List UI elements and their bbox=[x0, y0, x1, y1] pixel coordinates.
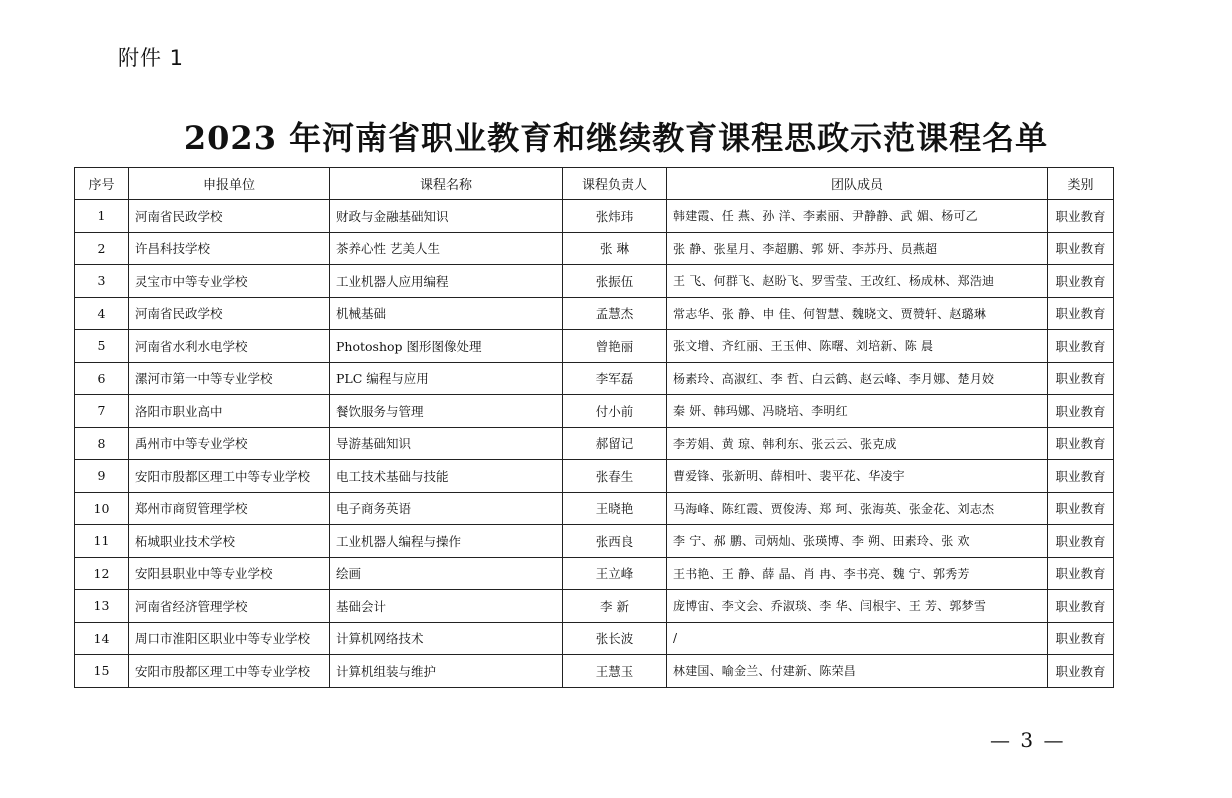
cell-unit: 许昌科技学校 bbox=[129, 232, 330, 265]
cell-lead: 孟慧杰 bbox=[563, 297, 667, 330]
cell-team: 常志华、张 静、申 佳、何智慧、魏晓文、贾赞轩、赵璐琳 bbox=[667, 297, 1048, 330]
page-title: 2023 年河南省职业教育和继续教育课程思政示范课程名单 bbox=[183, 119, 1049, 157]
cell-team: 张 静、张星月、李超鹏、郭 妍、李苏丹、员燕超 bbox=[667, 232, 1048, 265]
cell-category: 职业教育 bbox=[1048, 232, 1114, 265]
cell-unit: 禹州市中等专业学校 bbox=[129, 427, 330, 460]
table-row bbox=[75, 460, 1114, 493]
cell-course: 机械基础 bbox=[330, 297, 563, 330]
cell-lead: 张 琳 bbox=[563, 232, 667, 265]
cell-category: 职业教育 bbox=[1048, 297, 1114, 330]
header-no: 序号 bbox=[75, 168, 129, 200]
table-row bbox=[75, 297, 1114, 330]
header-course: 课程名称 bbox=[330, 168, 563, 200]
cell-unit: 洛阳市职业高中 bbox=[129, 395, 330, 428]
cell-lead: 张春生 bbox=[563, 460, 667, 493]
cell-team: 庞博宙、李文会、乔淑琰、李 华、闫根宇、王 芳、郭梦雪 bbox=[667, 590, 1048, 623]
cell-course: Photoshop 图形图像处理 bbox=[330, 330, 563, 363]
cell-lead: 王立峰 bbox=[563, 557, 667, 590]
cell-no: 9 bbox=[75, 460, 129, 493]
cell-lead: 张炜玮 bbox=[563, 200, 667, 233]
cell-course: 工业机器人编程与操作 bbox=[330, 525, 563, 558]
cell-no: 14 bbox=[75, 622, 129, 655]
cell-category: 职业教育 bbox=[1048, 427, 1114, 460]
cell-course: 电工技术基础与技能 bbox=[330, 460, 563, 493]
table-row bbox=[75, 525, 1114, 558]
table-row bbox=[75, 362, 1114, 395]
cell-lead: 付小前 bbox=[563, 395, 667, 428]
cell-unit: 河南省经济管理学校 bbox=[129, 590, 330, 623]
cell-no: 5 bbox=[75, 330, 129, 363]
cell-unit: 周口市淮阳区职业中等专业学校 bbox=[129, 622, 330, 655]
table-row bbox=[75, 492, 1114, 525]
cell-no: 2 bbox=[75, 232, 129, 265]
cell-no: 7 bbox=[75, 395, 129, 428]
table-row bbox=[75, 395, 1114, 428]
cell-lead: 张振伍 bbox=[563, 265, 667, 298]
cell-unit: 柘城职业技术学校 bbox=[129, 525, 330, 558]
cell-lead: 张西良 bbox=[563, 525, 667, 558]
cell-unit: 郑州市商贸管理学校 bbox=[129, 492, 330, 525]
cell-team: 王 飞、何群飞、赵盼飞、罗雪莹、王改红、杨成林、郑浩迪 bbox=[667, 265, 1048, 298]
cell-team: 李 宁、郝 鹏、司炳灿、张瑛博、李 朔、田素玲、张 欢 bbox=[667, 525, 1048, 558]
cell-no: 15 bbox=[75, 655, 129, 688]
cell-category: 职业教育 bbox=[1048, 525, 1114, 558]
table-row bbox=[75, 200, 1114, 233]
header-lead: 课程负责人 bbox=[563, 168, 667, 200]
header-unit: 申报单位 bbox=[129, 168, 330, 200]
table-row bbox=[75, 622, 1114, 655]
table-row bbox=[75, 557, 1114, 590]
cell-team: 张文增、齐红丽、王玉伸、陈曙、刘培新、陈 晨 bbox=[667, 330, 1048, 363]
cell-team: 秦 妍、韩玛娜、冯晓培、李明红 bbox=[667, 395, 1048, 428]
cell-category: 职业教育 bbox=[1048, 655, 1114, 688]
cell-category: 职业教育 bbox=[1048, 492, 1114, 525]
cell-course: 基础会计 bbox=[330, 590, 563, 623]
cell-no: 8 bbox=[75, 427, 129, 460]
cell-category: 职业教育 bbox=[1048, 265, 1114, 298]
cell-category: 职业教育 bbox=[1048, 622, 1114, 655]
cell-lead: 郝留记 bbox=[563, 427, 667, 460]
cell-course: 导游基础知识 bbox=[330, 427, 563, 460]
cell-course: 计算机网络技术 bbox=[330, 622, 563, 655]
cell-course: 电子商务英语 bbox=[330, 492, 563, 525]
cell-course: 财政与金融基础知识 bbox=[330, 200, 563, 233]
cell-no: 12 bbox=[75, 557, 129, 590]
cell-lead: 王慧玉 bbox=[563, 655, 667, 688]
cell-team: 王书艳、王 静、薛 晶、肖 冉、李书亮、魏 宁、郭秀芳 bbox=[667, 557, 1048, 590]
cell-team: 马海峰、陈红霞、贾俊涛、郑 珂、张海英、张金花、刘志杰 bbox=[667, 492, 1048, 525]
cell-category: 职业教育 bbox=[1048, 590, 1114, 623]
header-category: 类别 bbox=[1048, 168, 1114, 200]
table-header-row bbox=[75, 168, 1114, 200]
cell-no: 6 bbox=[75, 362, 129, 395]
cell-category: 职业教育 bbox=[1048, 362, 1114, 395]
cell-course: 工业机器人应用编程 bbox=[330, 265, 563, 298]
page-number: — 3 — bbox=[990, 728, 1066, 752]
cell-unit: 安阳县职业中等专业学校 bbox=[129, 557, 330, 590]
cell-team: / bbox=[667, 622, 1048, 655]
cell-no: 4 bbox=[75, 297, 129, 330]
cell-no: 1 bbox=[75, 200, 129, 233]
cell-team: 林建国、喻金兰、付建新、陈荣昌 bbox=[667, 655, 1048, 688]
header-team: 团队成员 bbox=[667, 168, 1048, 200]
cell-unit: 安阳市殷都区理工中等专业学校 bbox=[129, 460, 330, 493]
cell-course: 计算机组装与维护 bbox=[330, 655, 563, 688]
cell-category: 职业教育 bbox=[1048, 460, 1114, 493]
cell-course: 茶养心性 艺美人生 bbox=[330, 232, 563, 265]
cell-category: 职业教育 bbox=[1048, 330, 1114, 363]
cell-team: 杨素玲、高淑红、李 哲、白云鹤、赵云峰、李月娜、楚月姣 bbox=[667, 362, 1048, 395]
cell-unit: 安阳市殷都区理工中等专业学校 bbox=[129, 655, 330, 688]
table-row bbox=[75, 590, 1114, 623]
cell-lead: 李 新 bbox=[563, 590, 667, 623]
cell-unit: 灵宝市中等专业学校 bbox=[129, 265, 330, 298]
table-row bbox=[75, 232, 1114, 265]
cell-category: 职业教育 bbox=[1048, 395, 1114, 428]
cell-course: 餐饮服务与管理 bbox=[330, 395, 563, 428]
table-row bbox=[75, 330, 1114, 363]
cell-lead: 王晓艳 bbox=[563, 492, 667, 525]
cell-lead: 李军磊 bbox=[563, 362, 667, 395]
cell-unit: 河南省民政学校 bbox=[129, 200, 330, 233]
cell-lead: 张长波 bbox=[563, 622, 667, 655]
cell-course: PLC 编程与应用 bbox=[330, 362, 563, 395]
cell-unit: 漯河市第一中等专业学校 bbox=[129, 362, 330, 395]
cell-category: 职业教育 bbox=[1048, 200, 1114, 233]
cell-no: 11 bbox=[75, 525, 129, 558]
cell-unit: 河南省民政学校 bbox=[129, 297, 330, 330]
attachment-label: 附件 1 bbox=[118, 46, 185, 70]
table-row bbox=[75, 265, 1114, 298]
table-row bbox=[75, 427, 1114, 460]
course-list-table bbox=[74, 167, 1114, 688]
cell-lead: 曾艳丽 bbox=[563, 330, 667, 363]
table-row bbox=[75, 655, 1114, 688]
cell-category: 职业教育 bbox=[1048, 557, 1114, 590]
cell-unit: 河南省水利水电学校 bbox=[129, 330, 330, 363]
cell-no: 13 bbox=[75, 590, 129, 623]
cell-team: 李芳娟、黄 琼、韩利东、张云云、张克成 bbox=[667, 427, 1048, 460]
cell-team: 韩建霞、任 燕、孙 洋、李素丽、尹静静、武 媚、杨可乙 bbox=[667, 200, 1048, 233]
cell-no: 3 bbox=[75, 265, 129, 298]
cell-no: 10 bbox=[75, 492, 129, 525]
cell-course: 绘画 bbox=[330, 557, 563, 590]
cell-team: 曹爱锋、张新明、薛相叶、裴平花、华凌宇 bbox=[667, 460, 1048, 493]
